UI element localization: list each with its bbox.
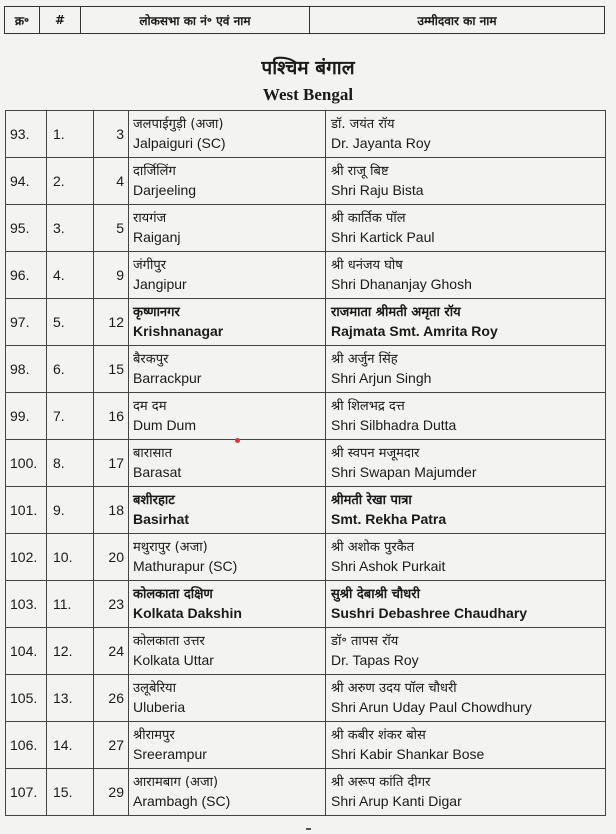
header-no: # <box>40 7 81 34</box>
header-table <box>4 6 605 34</box>
constituency-cell <box>129 205 326 252</box>
table-row <box>6 581 606 628</box>
candidate-table <box>5 110 606 816</box>
state-serial: 15. <box>47 769 94 816</box>
candidate-cell <box>326 252 606 299</box>
constituency-cell <box>129 581 326 628</box>
candidate-name-hindi: श्री अरुण उदय पॉल चौधरी <box>331 681 457 696</box>
constituency-number: 17 <box>94 440 129 487</box>
constituency-name-hindi: श्रीरामपुर <box>133 728 175 743</box>
state-serial: 2. <box>47 158 94 205</box>
constituency-cell <box>129 628 326 675</box>
candidate-cell <box>326 393 606 440</box>
candidate-cell <box>326 299 606 346</box>
constituency-number: 5 <box>94 205 129 252</box>
candidate-name-hindi: श्री कार्तिक पॉल <box>331 211 406 226</box>
candidate-cell <box>326 111 606 158</box>
candidate-cell <box>326 534 606 581</box>
candidate-name-english: Shri Arjun Singh <box>331 370 432 386</box>
table-row <box>6 722 606 769</box>
candidate-cell <box>326 346 606 393</box>
constituency-number: 18 <box>94 487 129 534</box>
constituency-name-hindi: कोलकाता दक्षिण <box>133 587 213 602</box>
state-serial: 11. <box>47 581 94 628</box>
candidate-cell <box>326 581 606 628</box>
constituency-number: 15 <box>94 346 129 393</box>
constituency-cell <box>129 769 326 816</box>
constituency-number: 9 <box>94 252 129 299</box>
constituency-cell <box>129 299 326 346</box>
state-title-hindi: पश्चिम बंगाल <box>261 57 355 79</box>
constituency-name-hindi: मथुरापुर (अजा) <box>133 540 208 555</box>
state-serial: 7. <box>47 393 94 440</box>
candidate-name-english: Smt. Rekha Patra <box>331 511 447 527</box>
constituency-name-hindi: दम दम <box>133 399 167 414</box>
candidate-name-english: Shri Arun Uday Paul Chowdhury <box>331 699 532 715</box>
constituency-number: 3 <box>94 111 129 158</box>
constituency-number: 23 <box>94 581 129 628</box>
serial-number: 107. <box>6 769 47 816</box>
candidate-name-english: Shri Arup Kanti Digar <box>331 793 462 809</box>
state-serial: 12. <box>47 628 94 675</box>
constituency-cell <box>129 252 326 299</box>
constituency-cell <box>129 393 326 440</box>
candidate-name-hindi: श्री राजू बिष्ट <box>331 164 389 179</box>
candidate-cell <box>326 675 606 722</box>
table-row <box>6 628 606 675</box>
candidate-name-hindi: श्री अरूप कांति दीगर <box>331 775 431 790</box>
candidate-name-hindi: श्री धनंजय घोष <box>331 258 403 273</box>
candidate-name-hindi: सुश्री देबाश्री चौधरी <box>331 587 420 602</box>
constituency-cell <box>129 158 326 205</box>
header-row <box>5 7 605 34</box>
table-row <box>6 769 606 816</box>
candidate-cell <box>326 440 606 487</box>
candidate-cell <box>326 769 606 816</box>
constituency-number: 16 <box>94 393 129 440</box>
constituency-cell <box>129 346 326 393</box>
state-serial: 9. <box>47 487 94 534</box>
table-row <box>6 346 606 393</box>
table-row <box>6 158 606 205</box>
state-serial: 5. <box>47 299 94 346</box>
page-bottom-mark <box>306 828 311 830</box>
state-serial: 1. <box>47 111 94 158</box>
serial-number: 98. <box>6 346 47 393</box>
state-serial: 8. <box>47 440 94 487</box>
constituency-number: 27 <box>94 722 129 769</box>
candidate-name-english: Rajmata Smt. Amrita Roy <box>331 323 498 339</box>
serial-number: 96. <box>6 252 47 299</box>
candidate-name-english: Dr. Jayanta Roy <box>331 135 431 151</box>
candidate-name-hindi: डॉ. जयंत रॉय <box>331 117 395 132</box>
header-constituency: लोकसभा का नं॰ एवं नाम <box>81 7 310 34</box>
candidate-name-hindi: श्री शिलभद्र दत्त <box>331 399 405 414</box>
table-row <box>6 440 606 487</box>
constituency-name-english: Basirhat <box>133 511 190 527</box>
candidate-name-hindi: राजमाता श्रीमती अमृता रॉय <box>331 305 461 320</box>
constituency-name-english: Sreerampur <box>133 746 207 762</box>
constituency-name-hindi: दार्जिलिंग <box>133 164 176 179</box>
state-serial: 13. <box>47 675 94 722</box>
constituency-name-hindi: बशीरहाट <box>133 493 175 508</box>
table-row <box>6 487 606 534</box>
candidate-name-english: Shri Kartick Paul <box>331 229 435 245</box>
constituency-name-english: Raiganj <box>133 229 181 245</box>
candidate-name-hindi: श्री कबीर शंकर बोस <box>331 728 426 743</box>
constituency-name-english: Darjeeling <box>133 182 197 198</box>
state-serial: 6. <box>47 346 94 393</box>
constituency-name-hindi: कोलकाता उत्तर <box>133 634 205 649</box>
table-row <box>6 299 606 346</box>
candidate-name-hindi: श्री अशोक पुरकैत <box>331 540 415 555</box>
header-sr: क्र॰ <box>5 7 40 34</box>
constituency-name-english: Arambagh (SC) <box>133 793 231 809</box>
constituency-name-english: Jalpaiguri (SC) <box>133 135 226 151</box>
constituency-name-hindi: कृष्णानगर <box>133 305 180 320</box>
constituency-name-english: Dum Dum <box>133 417 197 433</box>
candidate-name-english: Sushri Debashree Chaudhary <box>331 605 528 621</box>
serial-number: 97. <box>6 299 47 346</box>
constituency-name-english: Uluberia <box>133 699 186 715</box>
header-candidate: उम्मीदवार का नाम <box>310 7 605 34</box>
candidate-cell <box>326 487 606 534</box>
constituency-number: 24 <box>94 628 129 675</box>
candidate-table-body <box>6 111 606 816</box>
constituency-name-english: Jangipur <box>133 276 187 292</box>
serial-number: 105. <box>6 675 47 722</box>
constituency-name-hindi: आरामबाग (अजा) <box>133 775 219 790</box>
candidate-name-english: Shri Dhananjay Ghosh <box>331 276 472 292</box>
constituency-number: 26 <box>94 675 129 722</box>
serial-number: 100. <box>6 440 47 487</box>
constituency-cell <box>129 722 326 769</box>
table-row <box>6 675 606 722</box>
table-row <box>6 111 606 158</box>
constituency-cell <box>129 111 326 158</box>
constituency-name-english: Kolkata Uttar <box>133 652 214 668</box>
constituency-cell <box>129 534 326 581</box>
state-title-english: West Bengal <box>262 85 354 104</box>
constituency-name-english: Krishnanagar <box>133 323 224 339</box>
constituency-number: 20 <box>94 534 129 581</box>
state-serial: 4. <box>47 252 94 299</box>
constituency-number: 29 <box>94 769 129 816</box>
constituency-name-english: Mathurapur (SC) <box>133 558 238 574</box>
serial-number: 102. <box>6 534 47 581</box>
serial-number: 101. <box>6 487 47 534</box>
table-row <box>6 252 606 299</box>
candidate-name-english: Shri Silbhadra Dutta <box>331 417 457 433</box>
serial-number: 95. <box>6 205 47 252</box>
state-serial: 14. <box>47 722 94 769</box>
constituency-cell <box>129 675 326 722</box>
candidate-name-hindi: श्री अर्जुन सिंह <box>331 352 398 367</box>
state-serial: 10. <box>47 534 94 581</box>
constituency-cell <box>129 440 326 487</box>
candidate-name-english: Shri Swapan Majumder <box>331 464 477 480</box>
constituency-number: 4 <box>94 158 129 205</box>
constituency-name-hindi: उलूबेरिया <box>133 681 176 696</box>
table-row <box>6 393 606 440</box>
candidate-cell <box>326 158 606 205</box>
serial-number: 99. <box>6 393 47 440</box>
serial-number: 94. <box>6 158 47 205</box>
candidate-name-english: Shri Ashok Purkait <box>331 558 446 574</box>
constituency-name-hindi: बैरकपुर <box>133 352 169 367</box>
red-dot-mark <box>235 438 240 443</box>
constituency-number: 12 <box>94 299 129 346</box>
constituency-name-hindi: जलपाईगुड़ी (अजा) <box>133 117 224 132</box>
candidate-name-hindi: श्री स्वपन मजूमदार <box>331 446 420 461</box>
constituency-name-hindi: जंगीपुर <box>133 258 167 273</box>
candidate-cell <box>326 205 606 252</box>
serial-number: 104. <box>6 628 47 675</box>
serial-number: 103. <box>6 581 47 628</box>
table-row <box>6 205 606 252</box>
constituency-name-hindi: बारासात <box>133 446 173 461</box>
constituency-cell <box>129 487 326 534</box>
candidate-name-hindi: डॉ॰ तापस रॉय <box>331 634 399 649</box>
candidate-name-english: Shri Raju Bista <box>331 182 424 198</box>
serial-number: 93. <box>6 111 47 158</box>
serial-number: 106. <box>6 722 47 769</box>
constituency-name-english: Barasat <box>133 464 182 480</box>
candidate-name-english: Dr. Tapas Roy <box>331 652 419 668</box>
state-serial: 3. <box>47 205 94 252</box>
table-row <box>6 534 606 581</box>
constituency-name-english: Barrackpur <box>133 370 202 386</box>
candidate-cell <box>326 628 606 675</box>
candidate-name-english: Shri Kabir Shankar Bose <box>331 746 485 762</box>
constituency-name-english: Kolkata Dakshin <box>133 605 242 621</box>
constituency-name-hindi: रायगंज <box>133 211 167 226</box>
candidate-name-hindi: श्रीमती रेखा पात्रा <box>331 493 412 508</box>
candidate-cell <box>326 722 606 769</box>
